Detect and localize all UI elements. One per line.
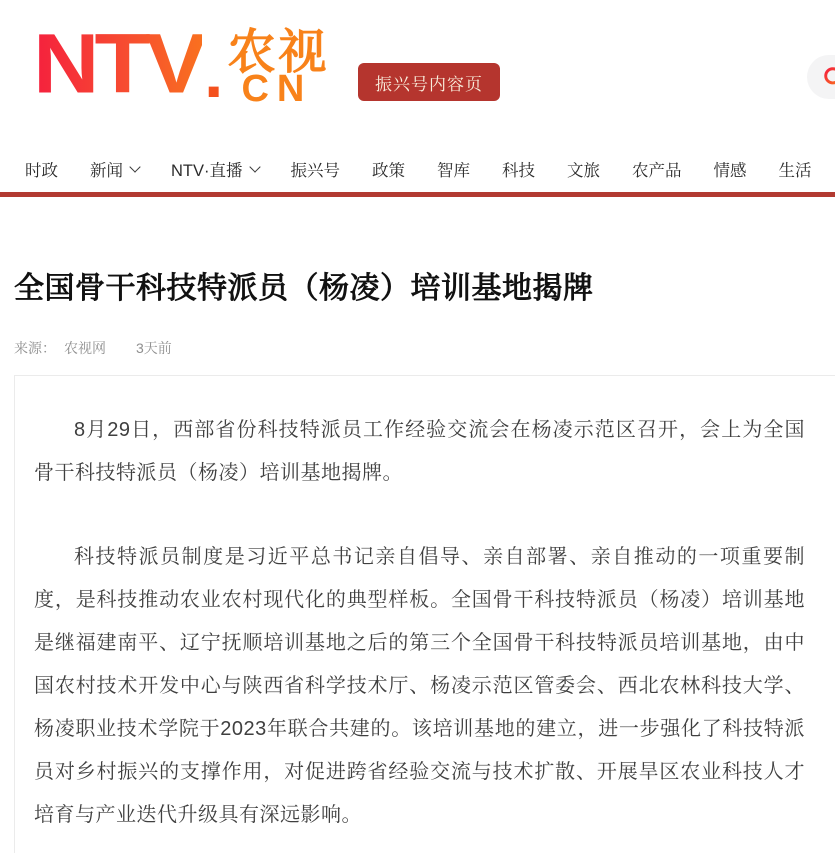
nav-item-8[interactable] [632, 157, 682, 181]
nav-item-label: 文旅 [567, 161, 600, 180]
site-logo[interactable] [33, 14, 329, 132]
nav-item-0[interactable] [25, 157, 58, 181]
article-title: 全国骨干科技特派员（杨凌）培训基地揭牌 [14, 272, 594, 305]
search-bar[interactable] [807, 55, 835, 99]
nav-item-label: 智库 [437, 161, 470, 180]
site-header [0, 0, 835, 145]
nav-item-label: 生活 [778, 161, 812, 180]
nav-item-label: NTV·直播 [171, 161, 243, 180]
nav-item-label: 时政 [25, 161, 58, 180]
article-paragraph-0: 8月29日，西部省份科技特派员工作经验交流会在杨凌示范区召开，会上为全国骨干科技特派员（杨凌）培训基地揭牌。 [34, 419, 805, 484]
zhenxinghao-page-button[interactable]: 振兴号内容页 [358, 63, 500, 101]
main-nav [0, 145, 835, 197]
nav-item-label: 农产品 [632, 161, 682, 180]
logo-cn-text: CN [241, 68, 313, 110]
nav-item-label: 新闻 [90, 161, 123, 180]
logo-hanzi-text: 农视 [227, 26, 330, 79]
chevron-down-icon [129, 161, 140, 172]
nav-item-label: 科技 [502, 161, 535, 180]
nav-item-label: 政策 [372, 161, 405, 180]
logo-dot: . [204, 34, 224, 112]
article-meta [14, 338, 835, 358]
nav-item-2[interactable] [171, 157, 259, 181]
source-name[interactable]: 农视网 [64, 340, 106, 356]
chevron-down-icon [249, 161, 260, 172]
source-label: 来源： [14, 340, 56, 356]
logo-cn-block [227, 26, 330, 110]
nav-item-1[interactable] [90, 157, 139, 181]
nav-item-3[interactable] [291, 157, 341, 181]
nav-item-9[interactable] [714, 157, 747, 181]
search-icon[interactable] [821, 64, 835, 91]
article-paragraph-1: 科技特派员制度是习近平总书记亲自倡导、亲自部署、亲自推动的一项重要制度，是科技推动农业农村现代化的典型样板。全国骨干科技特派员（杨凌）培训基地是继福建南平、辽宁抚顺培训基地之后的第三个全国骨干科技特派员培训基地，由中国农村技术开发中心与陕西省科学技术厅、杨凌示范区管委会、西北农林科技大学、杨凌职业技术学院于2023年联合共建的。该培训基地的建立，进一步强化了科技特派员对乡村振兴的支撑作用，对促进跨省经验交流与技术扩散、开展旱区农业科技人才培育与产业迭代升级具有深远影响。 [34, 546, 805, 826]
nav-item-4[interactable] [372, 157, 405, 181]
nav-item-5[interactable] [437, 157, 470, 181]
logo-ntv-text: NTV [33, 17, 202, 111]
nav-item-label: 情感 [713, 161, 747, 180]
nav-item-10[interactable] [779, 157, 812, 181]
article-body [14, 375, 835, 853]
article-page [0, 269, 835, 853]
publish-time: 3天前 [136, 340, 172, 356]
nav-item-label: 振兴号 [290, 161, 340, 180]
nav-item-7[interactable] [567, 157, 600, 181]
nav-item-6[interactable] [502, 157, 535, 181]
